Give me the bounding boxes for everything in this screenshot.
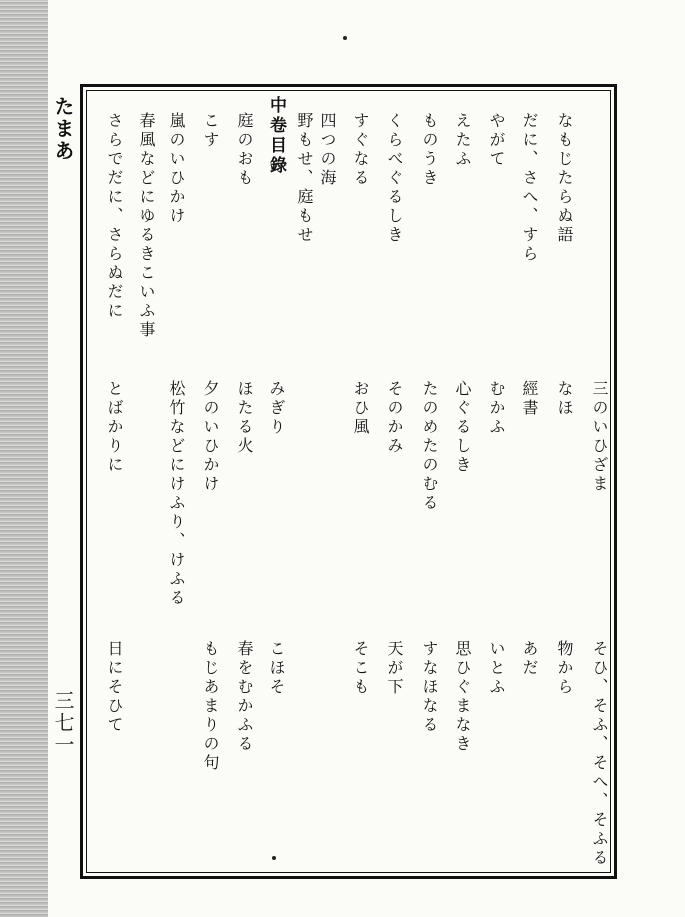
entry-col-13-mid: ほたる火: [235, 380, 254, 456]
entry-col-10-top-visible: 野もせ、庭もせ: [295, 112, 314, 245]
entry-col-8-mid: そのかみ: [385, 380, 404, 456]
entry-col-4-bottom: あだ: [520, 640, 539, 678]
entry-col-1-bottom: そひ、そふ、そへ、そふる: [590, 640, 609, 868]
entry-col-4-mid: 經書: [520, 380, 539, 418]
entry-col-2-top: なもじたらぬ語: [555, 112, 574, 245]
entry-col-16-bottom: 日にそひて: [105, 640, 124, 735]
entry-col-8-top: すぐなる: [351, 112, 370, 188]
entry-col-1-top: 三のいひざま: [590, 380, 609, 494]
entry-col-16-top: さらでだに、さらぬだに: [105, 112, 124, 321]
entry-col-5-bottom: いとふ: [487, 640, 506, 697]
running-title: たまあ: [51, 96, 75, 162]
entry-col-15-top: 春風などにゆるきこいふ事: [137, 112, 156, 340]
entry-col-6-bottom: 思ひぐまなき: [453, 640, 472, 754]
entry-col-15-mid: 松竹などにけふり、けふる: [167, 380, 186, 608]
entry-col-14-mid: 夕のいひかけ: [201, 380, 220, 494]
entry-col-4-top: やがて: [487, 112, 506, 169]
entry-col-9-bottom: そこも: [351, 640, 370, 697]
entry-col-13-bottom: 春をむかふる: [235, 640, 254, 754]
entry-col-7-top: くらべぐるしき: [385, 112, 404, 245]
entry-col-3-mid: なほ: [555, 380, 574, 418]
entry-col-14-top: 嵐のいひかけ: [167, 112, 186, 226]
entry-col-3-top: だに、さへ、すら: [520, 112, 539, 264]
entry-col-5-top: えたふ: [453, 112, 472, 169]
ink-speck: [343, 36, 347, 40]
entry-col-12-top: 庭のおも: [235, 112, 254, 188]
entry-col-9-top: 四つの海: [318, 112, 337, 188]
entry-col-6-top: ものうき: [420, 112, 439, 188]
entry-col-8-bottom: 天が下: [385, 640, 404, 697]
entry-col-12-bottom: こほそ: [267, 640, 286, 697]
entry-col-13-top: こす: [201, 112, 220, 150]
entry-col-16-mid: とばかりに: [105, 380, 124, 475]
section-heading: 中卷目錄: [266, 96, 286, 176]
entry-col-5-mid: むかふ: [487, 380, 506, 437]
entry-col-12-mid: みぎり: [267, 380, 286, 437]
entry-col-7-bottom: すなほなる: [420, 640, 439, 735]
entry-col-7-mid: たのめたのむる: [420, 380, 439, 513]
entry-col-6-mid: 心ぐるしき: [453, 380, 472, 475]
entry-col-9-mid: おひ風: [351, 380, 370, 437]
entry-col-3-bottom: 物から: [555, 640, 574, 697]
page-number: 三七一: [51, 690, 75, 756]
entry-col-14-bottom: もじあまりの句: [201, 640, 220, 773]
scanned-page-edge: [0, 0, 48, 917]
ink-speck: [272, 856, 276, 860]
